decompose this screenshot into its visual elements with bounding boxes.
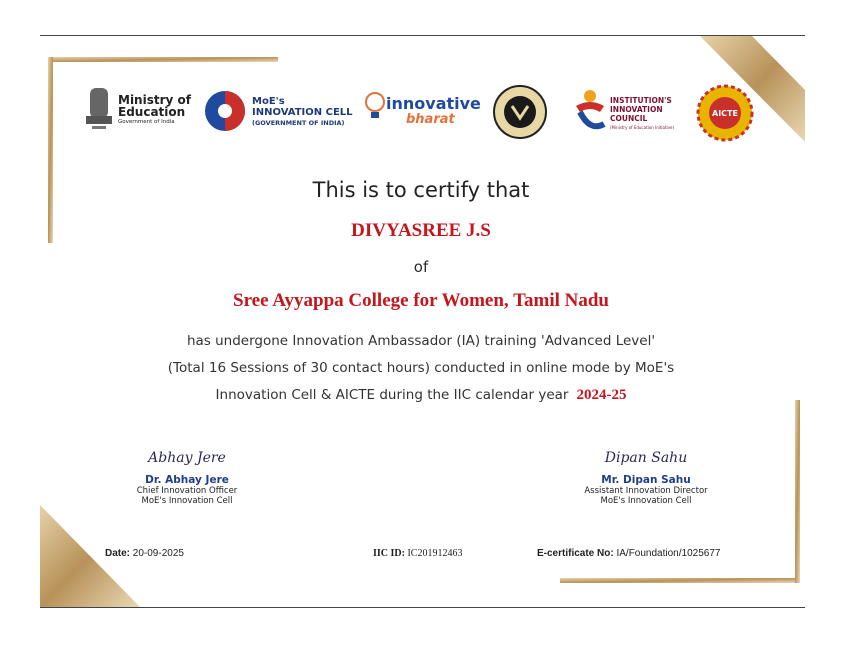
signatory-right-name: Mr. Dipan Sahu <box>601 474 691 486</box>
aicte-gear-icon <box>696 84 754 142</box>
date-field <box>105 548 184 559</box>
ecertificate-field <box>537 548 720 559</box>
date-label: Date: <box>105 548 131 559</box>
signature-right-scribble: Dipan Sahu <box>604 450 688 466</box>
date-value: 20-09-2025 <box>132 548 184 559</box>
signature-left-scribble: Abhay Jere <box>148 450 226 466</box>
signatory-left-name: Dr. Abhay Jere <box>145 474 229 486</box>
signature-left <box>87 450 287 506</box>
logo-row <box>80 82 760 152</box>
lightbulb-icon <box>364 90 386 124</box>
innovation-cell-brain-icon <box>202 88 248 134</box>
aicte-label: AICTE <box>712 109 738 118</box>
signatory-left-org: MoE's Innovation Cell <box>141 496 233 506</box>
body-line-2: (Total 16 Sessions of 30 contact hours) conducted in online mode by MoE's <box>167 360 675 376</box>
bharat-logo-text: bharat <box>406 112 455 127</box>
college-name: Sree Ayyappa College for Women, Tamil Nadu <box>233 290 609 311</box>
of-text: of <box>413 258 429 276</box>
calendar-year: 2024-25 <box>576 387 627 403</box>
signatory-right-org: MoE's Innovation Cell <box>600 496 692 506</box>
iic-logo-text: INSTITUTION'S INNOVATION COUNCIL (Ministry of Education Initiative) <box>610 96 675 130</box>
certify-heading: This is to certify that <box>312 178 530 202</box>
recipient-name: DIVYASREE J.S <box>351 220 491 241</box>
ecertificate-value: IA/Foundation/1025677 <box>616 548 721 559</box>
iic-id-label: IIC ID: <box>373 548 405 559</box>
national-emblem-icon <box>82 86 116 138</box>
iic-id-value: IC201912463 <box>407 548 463 559</box>
innovation-cell-text: MoE's INNOVATION CELL (GOVERNMENT OF INDIA) <box>252 96 353 127</box>
body-line-3: Innovation Cell & AICTE during the IIC calendar year <box>215 387 569 403</box>
signatory-right-title: Assistant Innovation Director <box>584 486 708 496</box>
iic-logo-icon <box>570 88 610 134</box>
ecertificate-label: E-certificate No: <box>537 548 614 559</box>
body-line-1: has undergone Innovation Ambassador (IA) training 'Advanced Level' <box>186 333 656 349</box>
innovative-logo-text: innovative <box>386 94 481 113</box>
innovation-ambassador-seal-icon <box>492 84 548 140</box>
moe-logo-text: Ministry of Education Government of India <box>118 93 191 125</box>
body-line-3-wrap <box>0 387 842 404</box>
iic-id-field <box>373 548 462 559</box>
signature-right <box>546 450 746 506</box>
signatory-left-title: Chief Innovation Officer <box>136 486 238 496</box>
